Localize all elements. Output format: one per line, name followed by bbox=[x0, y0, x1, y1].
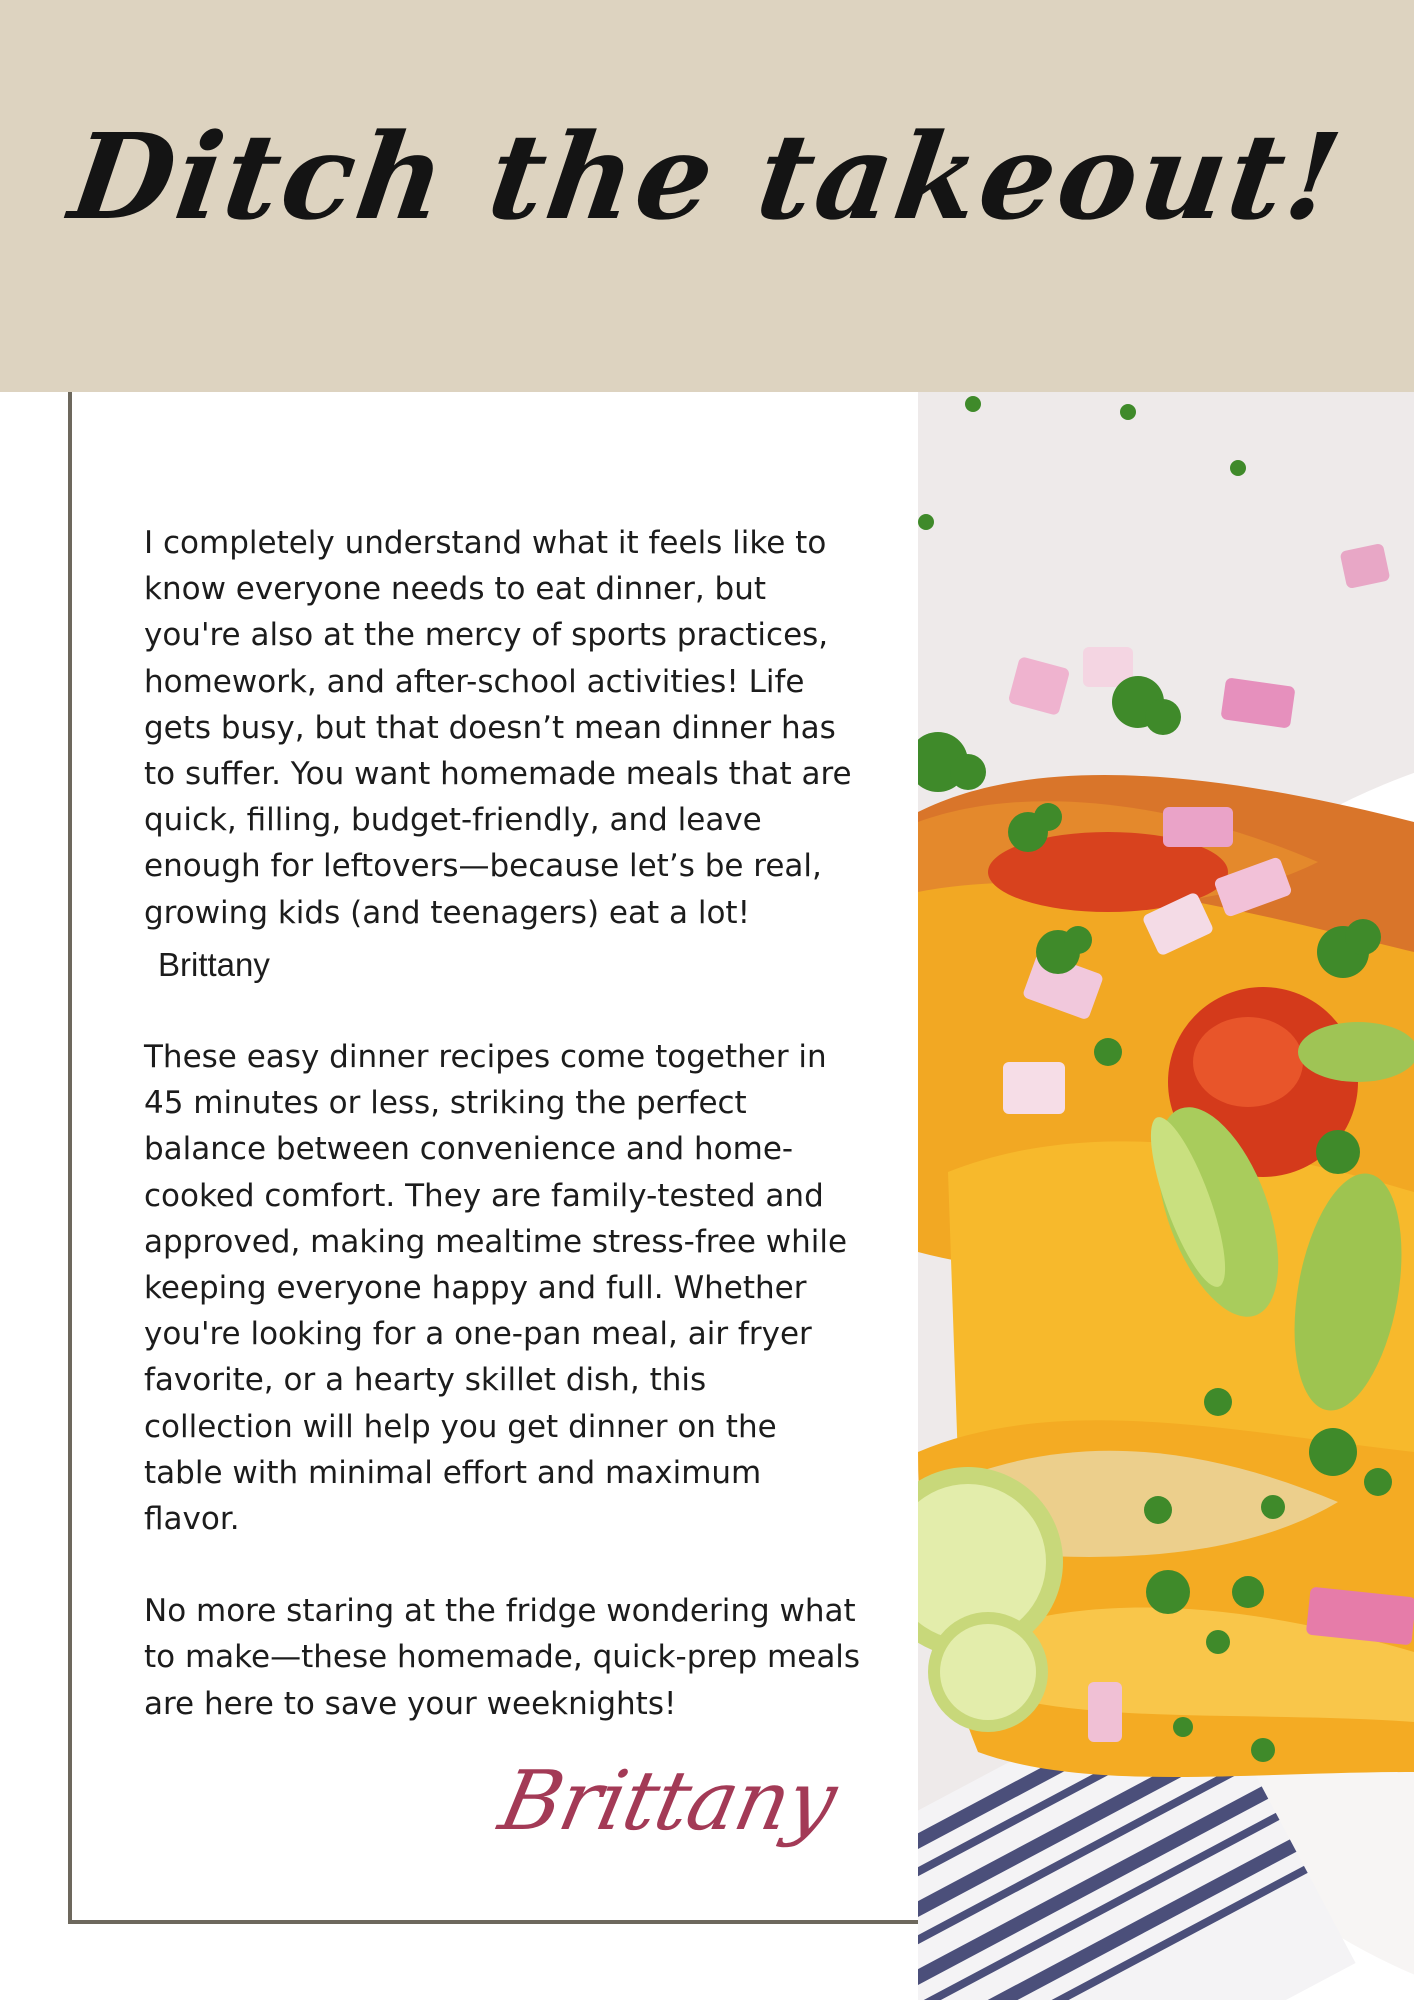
intro-paragraph-1 bbox=[144, 520, 864, 988]
intro-paragraph-3: No more staring at the fridge wondering what to make—these homemade, quick-prep meals are here to save your weeknights! bbox=[144, 1593, 861, 1722]
food-plate-photo bbox=[918, 392, 1414, 2000]
signature: Brittany bbox=[491, 1754, 844, 1849]
intro-body bbox=[144, 520, 864, 1727]
intro-paragraph-2: These easy dinner recipes come together in 45 minutes or less, striking the perfect balance between convenience and home-cooked comfort. They are family-tested and approved, making mealtime stress-free while keeping everyone happy and full. Whether you're looking for a one-pan meal, air fryer favorite, or a hearty skillet dish, this collection will help you get dinner on the table with minimal effort and maximum flavor. bbox=[144, 1039, 848, 1538]
intro-paragraph-1-text: I completely understand what it feels like to know everyone needs to eat dinner, but you're also at the mercy of sports practices, homework, and after-school activities! Life gets busy, but that doesn’t mean dinner has to suffer. You want homemade meals that are quick, filling, budget-friendly, and leave enough for leftovers—because let’s be real, growing kids (and teenagers) eat a lot! bbox=[144, 525, 852, 931]
intro-card bbox=[68, 392, 918, 1924]
inline-author-name: Brittany bbox=[158, 945, 270, 983]
header-band bbox=[0, 0, 1414, 392]
page-title: Ditch the takeout! bbox=[62, 107, 1352, 246]
